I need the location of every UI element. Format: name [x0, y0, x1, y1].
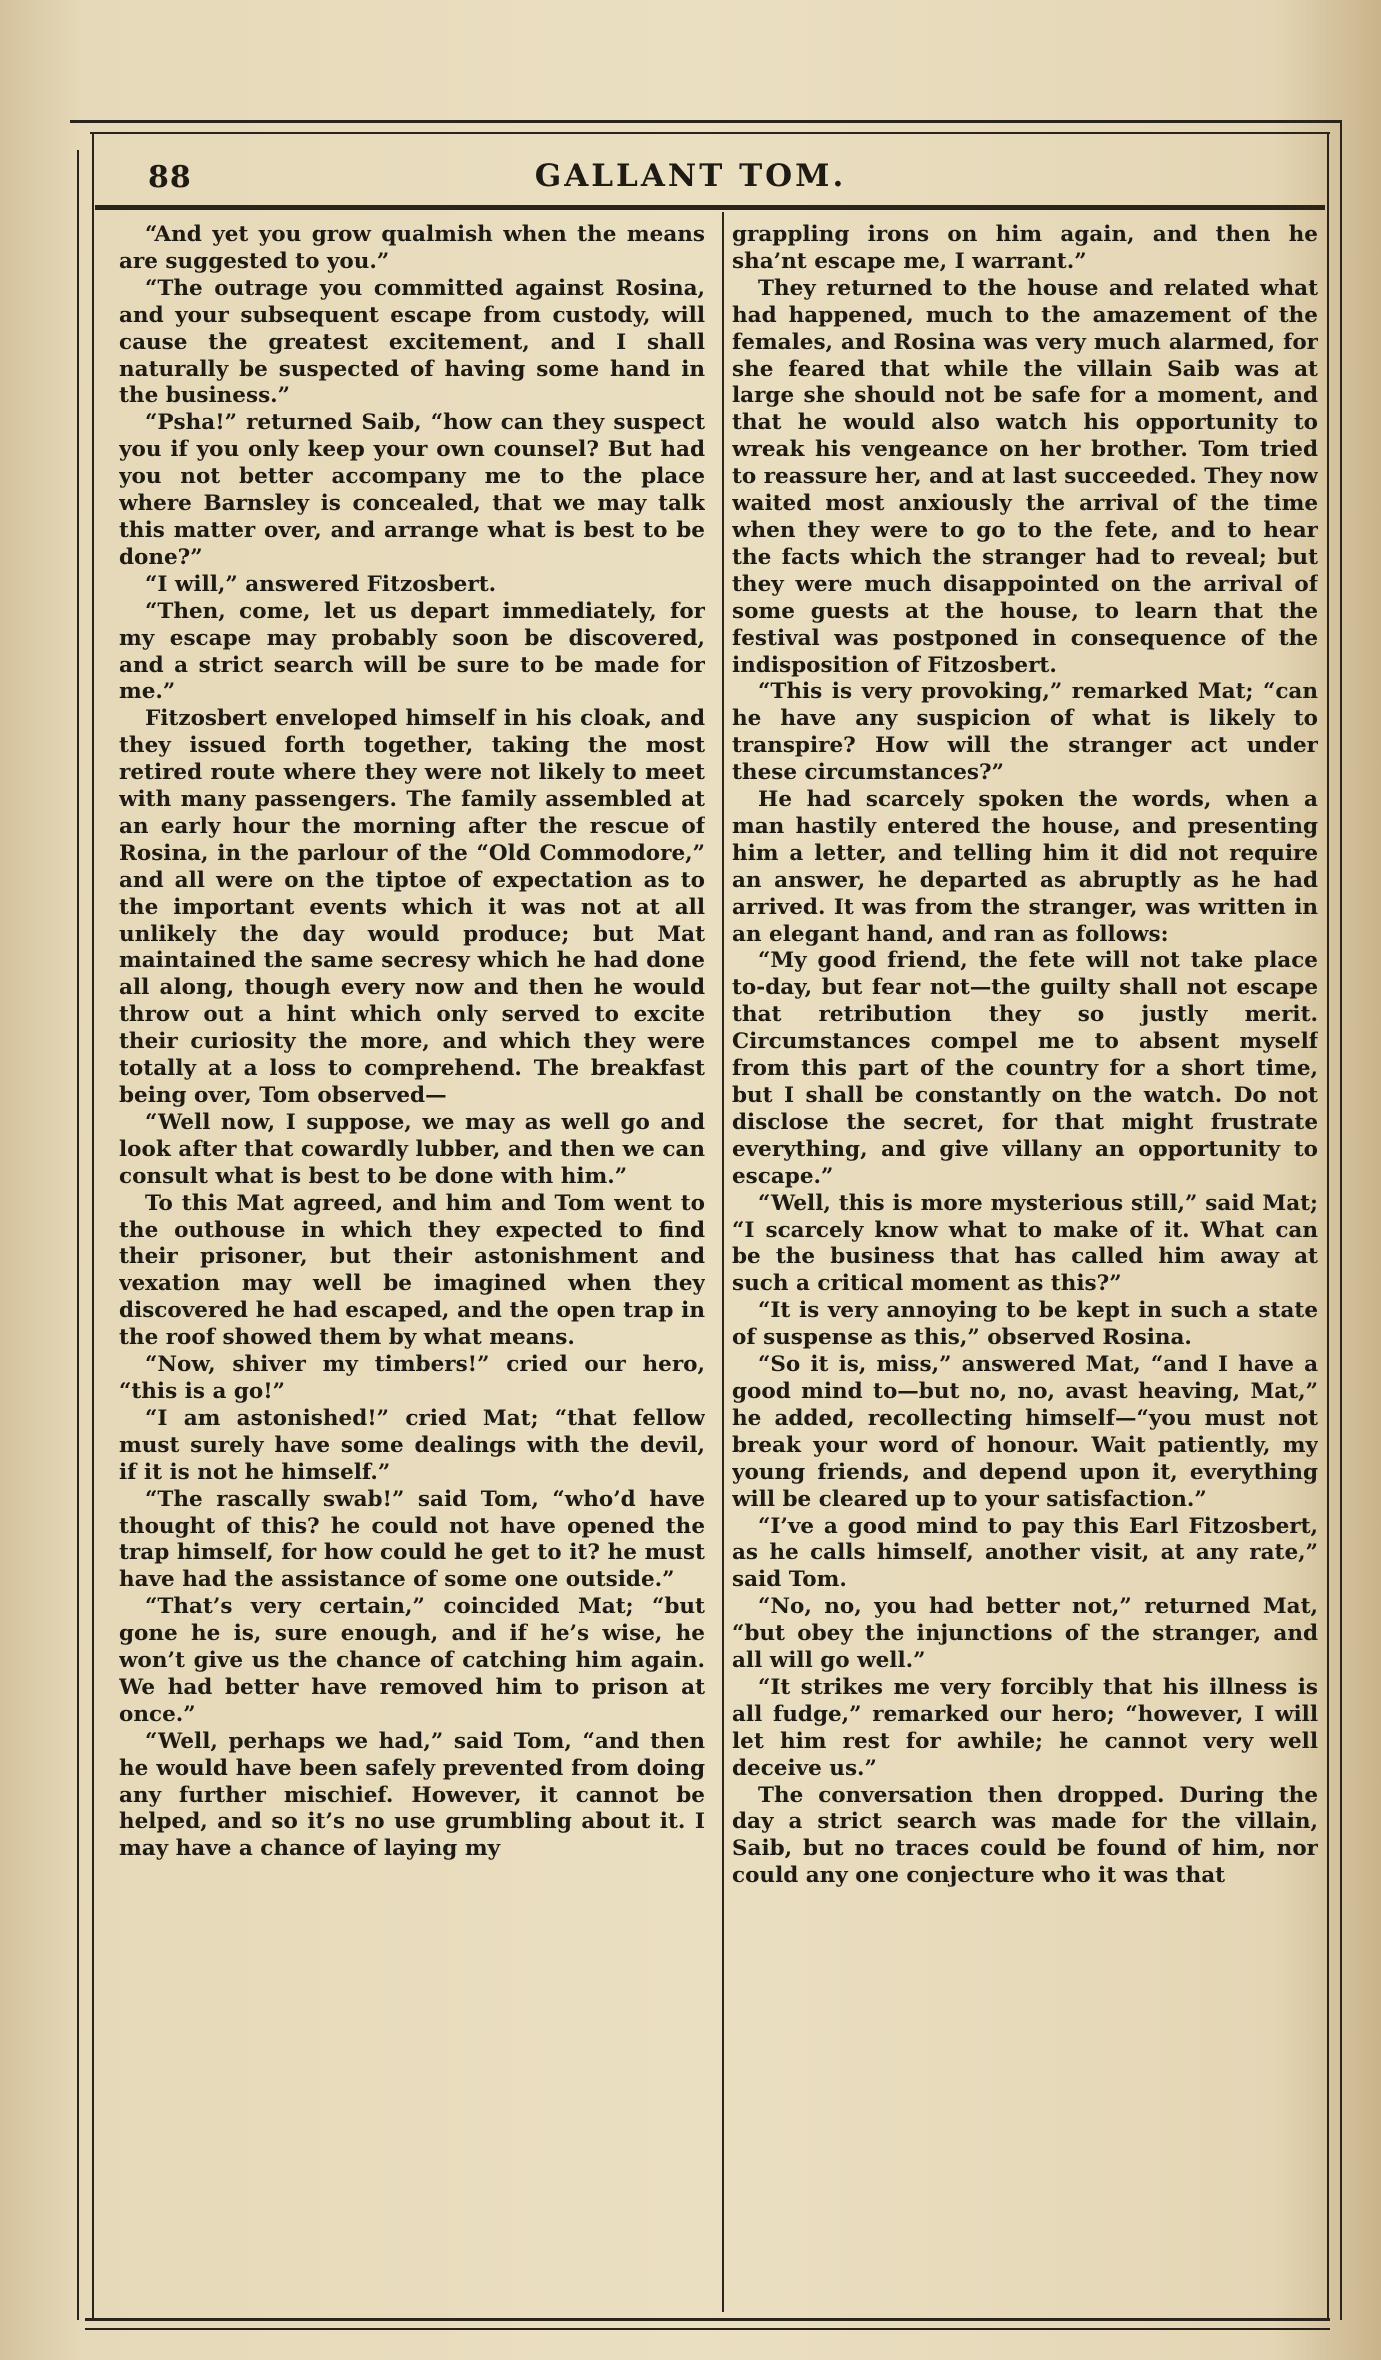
paragraph: “And yet you grow qualmish when the means are suggested to you.” [119, 222, 705, 274]
paragraph: “So it is, miss,” answered Mat, “and I have a good mind to—but no, no, avast heaving, Mat,” he added, recollecting himself—“you must not break your word of honour. Wait patiently, my young friends, and depend upon it, everything will be cleared up to your satisfaction.” [732, 1352, 1318, 1512]
paragraph: He had scarcely spoken the words, when a man hastily entered the house, and presenting him a letter, and telling him it did not require an answer, he departed as abruptly as he had arrived. It was from the stranger, was written in an elegant hand, and ran as follows: [732, 787, 1318, 947]
left-border [92, 134, 94, 2320]
right-border [1327, 134, 1329, 2320]
left-border-outer [77, 150, 79, 2320]
paragraph: To this Mat agreed, and him and Tom went to the outhouse in which they expected to find their prisoner, but their astonishment and vexation may well be imagined when they discovered he had escaped, and the open trap in the roof showed them by what means. [119, 1190, 705, 1351]
paragraph: “That’s very certain,” coincided Mat; “but gone he is, sure enough, and if he’s wise, he won’t give us the chance of catching him again. We had better have removed him to prison at once.” [119, 1594, 705, 1727]
column-divider [722, 212, 724, 2312]
paragraph: “Psha!” returned Saib, “how can they suspect you if you only keep your own counsel? But had you not better accompany me to the place where Barnsley is concealed, that we may talk this matter over, and arrange what is best to be done?” [119, 410, 705, 570]
paragraph: “Well now, I suppose, we may as well go and look after that cowardly lubber, and then we can consult what is best to be done with him.” [119, 1109, 705, 1189]
paragraph: “It is very annoying to be kept in such a state of suspense as this,” observed Rosina. [732, 1298, 1318, 1351]
top-rule [70, 120, 1340, 123]
running-title: GALLANT TOM. [534, 158, 847, 194]
paragraph: The conversation then dropped. During the day a strict search was made for the villain, Saib, but no traces could be found of him, nor could any one conjecture who it was that [732, 1782, 1318, 1889]
paragraph: “I will,” answered Fitzosbert. [145, 571, 497, 597]
paragraph: “I am astonished!” cried Mat; “that fellow must surely have some dealings with the devil, if it is not he himself.” [119, 1405, 705, 1485]
right-column [732, 222, 1318, 2312]
bottom-rule [85, 2318, 1330, 2321]
paragraph: “The rascally swab!” said Tom, “who’d have thought of this? he could not have opened the trap himself, for how could he get to it? he must have had the assistance of some one outside.” [119, 1486, 705, 1593]
paragraph: “Well, this is more mysterious still,” said Mat; “I scarcely know what to make of it. What can be the business that has called him away at such a critical moment as this?” [732, 1190, 1318, 1297]
paragraph: “My good friend, the fete will not take place to-day, but fear not—the guilty shall not escape that retribution they so justly merit. Circumstances compel me to absent myself from this part of the country for a short time, but I shall be constantly on the watch. Do not disclose the secret, for that might frustrate everything, and give villany an opportunity to escape.” [732, 948, 1318, 1189]
paragraph: “The outrage you committed against Rosina, and your subsequent escape from custody, will cause the greatest excitement, and I shall naturally be suspected of having some hand in the business.” [119, 275, 705, 409]
header-rule [95, 205, 1325, 210]
top-rule-inner [90, 132, 1330, 134]
paragraph: They returned to the house and related what had happened, much to the amazement of the females, and Rosina was very much alarmed, for she feared that while the villain Saib was at large she should not be safe for a moment, and that he would also watch his opportunity to wreak his vengeance on her brother. Tom tried to reassure her, and at last succeeded. They now waited most anxiously the arrival of the time when they were to go to the fete, and to hear the facts which the stranger had to reveal; but they were much disappointed on the arrival of some guests at the house, to learn that the festival was postponed in consequence of the indisposition of Fitzosbert. [732, 275, 1318, 678]
page-number: 88 [148, 160, 192, 195]
right-border-outer [1340, 120, 1342, 2320]
paragraph: “Now, shiver my timbers!” cried our hero, “this is a go!” [119, 1352, 705, 1404]
paragraph: “It strikes me very forcibly that his illness is all fudge,” remarked our hero; “however, I will let him rest for awhile; he cannot very well deceive us.” [732, 1674, 1318, 1781]
bottom-rule-inner [85, 2328, 1330, 2330]
paragraph: “This is very provoking,” remarked Mat; “can he have any suspicion of what is likely to transpire? How will the stranger act under these circumstances?” [732, 679, 1318, 786]
paragraph: “No, no, you had better not,” returned Mat, “but obey the injunctions of the stranger, and all will go well.” [732, 1594, 1318, 1674]
paragraph: “Well, perhaps we had,” said Tom, “and then he would have been safely prevented from doing any further mischief. However, it cannot be helped, and so it’s no use grumbling about it. I may have a chance of laying my [119, 1728, 705, 1862]
paragraph: “I’ve a good mind to pay this Earl Fitzosbert, as he calls himself, another visit, at any rate,” said Tom. [732, 1513, 1318, 1593]
left-column [119, 222, 705, 2312]
paragraph-continuation: grappling irons on him again, and then he sha’nt escape me, I warrant.” [732, 222, 1318, 274]
paragraph: Fitzosbert enveloped himself in his cloak, and they issued forth together, taking the most retired route where they were not likely to meet with many passengers. The family assembled at an early hour the morning after the rescue of Rosina, in the parlour of the “Old Commodore,” and all were on the tiptoe of expectation as to the important events which it was not at all unlikely the day would produce; but Mat maintained the same secresy which he had done all along, though every now and then he would throw out a hint which only served to excite their curiosity the more, and which they were totally at a loss to comprehend. The breakfast being over, Tom observed— [119, 706, 705, 1108]
paragraph: “Then, come, let us depart immediately, for my escape may probably soon be discovered, and a strict search will be sure to be made for me.” [119, 598, 705, 705]
